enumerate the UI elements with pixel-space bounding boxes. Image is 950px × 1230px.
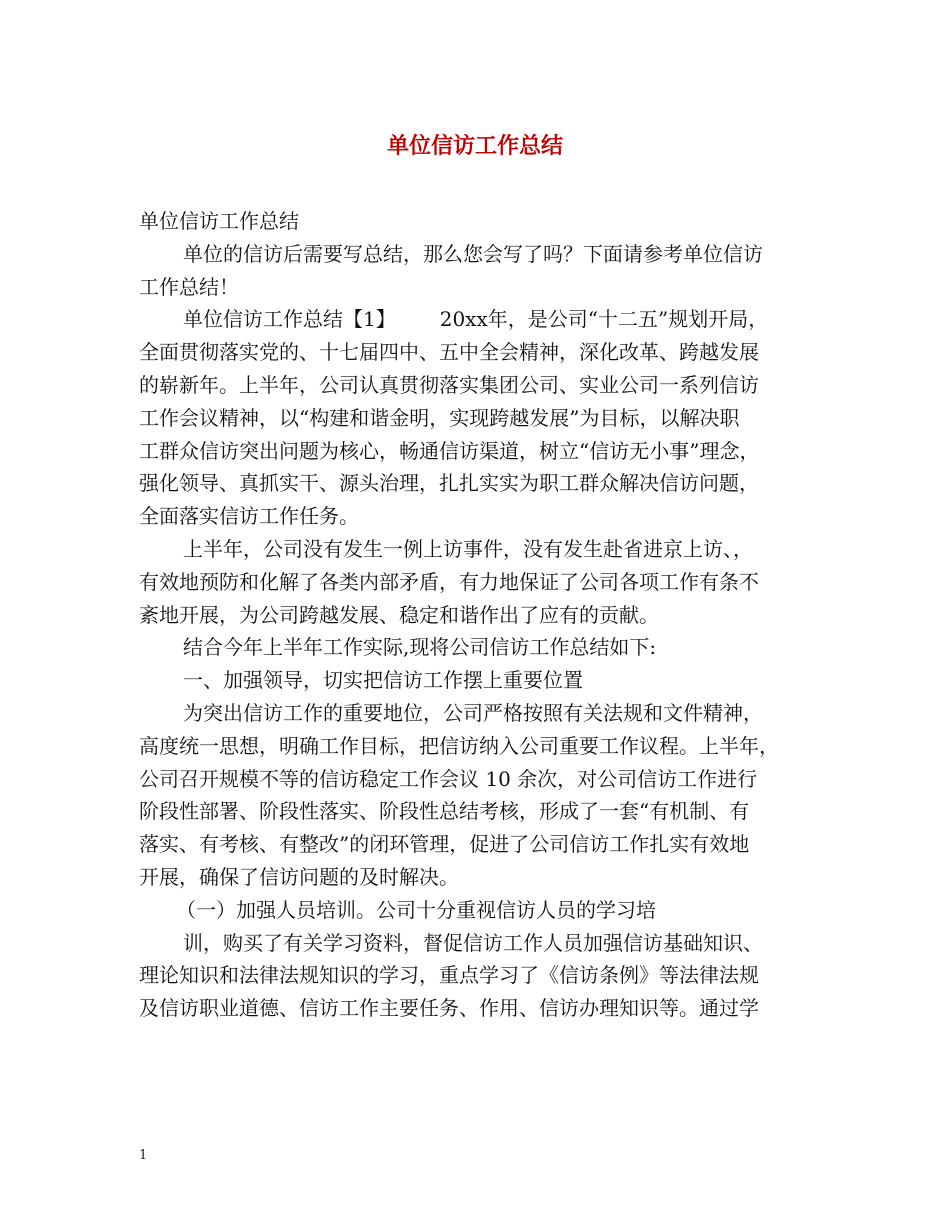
- text-line: 单位信访工作总结: [139, 209, 299, 233]
- text-line: 阶段性部署、阶段性落实、阶段性总结考核，形成了一套“有机制、有: [139, 799, 750, 824]
- text-line: 工群众信访突出问题为核心，畅通信访渠道，树立“信访无小事”理念，: [139, 438, 760, 463]
- text-line: 工作会议精神，以“构建和谐金明，实现跨越发展”为目标，以解决职: [139, 405, 740, 430]
- page-number: 1: [139, 1148, 148, 1163]
- text-line: [139, 303, 819, 336]
- text-line: 上半年，公司没有发生一例上访事件，没有发生赴省进京上访、，: [183, 536, 753, 561]
- text-line: 理论知识和法律法规知识的学习，重点学习了《信访条例》等法律法规: [139, 963, 759, 988]
- text-line: 全面贯彻落实党的、十七届四中、五中全会精神，深化改革、跨越发展: [139, 340, 759, 365]
- text-line: 开展，确保了信访问题的及时解决。: [139, 864, 459, 889]
- text-line: 有效地预防和化解了各类内部矛盾，有力地保证了公司各项工作有条不: [139, 569, 759, 594]
- text-line: 公司召开规模不等的信访稳定工作会议 10 余次，对公司信访工作进行: [139, 766, 758, 791]
- text-line: 为突出信访工作的重要地位，公司严格按照有关法规和文件精神，: [183, 700, 763, 725]
- text-run: 20xx年，是公司“十二五”规划开局，: [439, 307, 769, 332]
- text-line: 高度统一思想，明确工作目标，把信访纳入公司重要工作议程。上半年，: [139, 733, 779, 758]
- document-title: 单位信访工作总结: [386, 134, 563, 159]
- text-line: 紊地开展，为公司跨越发展、稳定和谐作出了应有的贡献。: [139, 602, 659, 627]
- text-line: 工作总结！: [139, 274, 239, 299]
- subsection-heading: （一）加强人员培训。公司十分重视信访人员的学习培: [176, 897, 656, 922]
- section-heading-inline: 单位信访工作总结【1】: [183, 307, 396, 332]
- section-heading: 一、加强领导，切实把信访工作摆上重要位置: [183, 668, 583, 693]
- text-line: 及信访职业道德、信访工作主要任务、作用、信访办理知识等。通过学: [139, 996, 759, 1021]
- text-line: 全面落实信访工作任务。: [139, 504, 359, 529]
- text-line: 强化领导、真抓实干、源头治理，扎扎实实为职工群众解决信访问题，: [139, 471, 759, 496]
- text-line: 训，购买了有关学习资料，督促信访工作人员加强信访基础知识、: [183, 930, 763, 955]
- document-body: [139, 205, 819, 1025]
- text-line: 的崭新年。上半年，公司认真贯彻落实集团公司、实业公司一系列信访: [139, 372, 759, 397]
- text-line: 结合今年上半年工作实际,现将公司信访工作总结如下:: [183, 635, 657, 660]
- text-line: 落实、有考核、有整改”的闭环管理，促进了公司信访工作扎实有效地: [139, 832, 750, 857]
- text-line: 单位的信访后需要写总结，那么您会写了吗？下面请参考单位信访: [183, 241, 763, 266]
